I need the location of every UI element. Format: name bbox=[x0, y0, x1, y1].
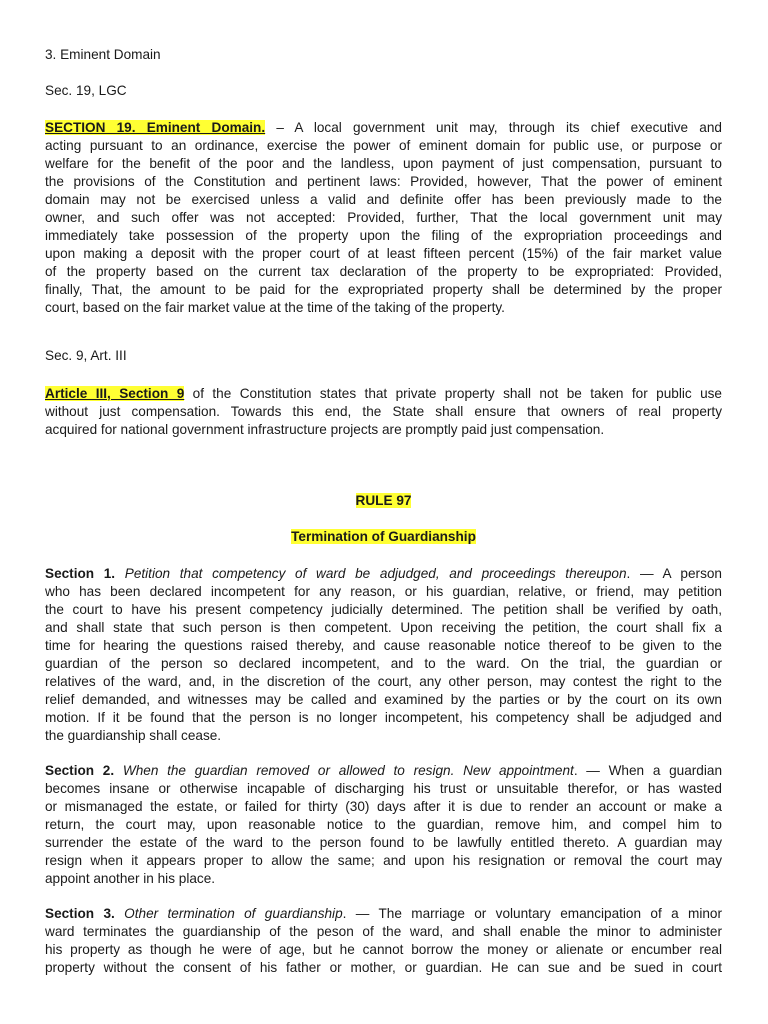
section-3-title: Other termination of guardianship bbox=[124, 906, 343, 921]
section-19-paragraph bbox=[45, 119, 722, 317]
section-1-label: Section 1. bbox=[45, 566, 116, 581]
reference-lgc: Sec. 19, LGC bbox=[45, 83, 127, 98]
paragraph-line: the provisions of the Constitution and pertinent laws: Provided, however, That the power of eminent bbox=[45, 174, 722, 189]
paragraph-line: without just compensation. Towards this end, the State shall ensure that owners of real property bbox=[45, 404, 722, 419]
paragraph-line: property without the consent of his father or mother, or guardian. He can sue and be sued in court bbox=[45, 960, 722, 975]
article-3-paragraph bbox=[45, 385, 722, 439]
paragraph-line: Section 2. When the guardian removed or allowed to resign. New appointment. — When a guardian bbox=[45, 763, 722, 778]
paragraph-line: his property as though he were of age, but he cannot borrow the money or alienate or encumber real bbox=[45, 942, 722, 957]
paragraph-line: time for hearing the questions raised thereby, and cause reasonable notice thereof to be given to the bbox=[45, 638, 722, 653]
heading-eminent-domain: 3. Eminent Domain bbox=[45, 47, 161, 62]
paragraph-line: guardian of the person so declared incompetent, and to the ward. On the trial, the guardian or bbox=[45, 656, 722, 671]
paragraph-line: Article III, Section 9 of the Constitution states that private property shall not be taken for public use bbox=[45, 386, 722, 401]
paragraph-line: relief demanded, and witnesses may be called and examined by the parties or by the court on its own bbox=[45, 692, 722, 707]
section-1-paragraph bbox=[45, 565, 722, 745]
paragraph-line: who has been declared incompetent for any reason, or his guardian, relative, or friend, may petition bbox=[45, 584, 722, 599]
paragraph-line: court, based on the fair market value at the time of the taking of the property. bbox=[45, 300, 505, 315]
paragraph-line: Section 3. Other termination of guardianship. — The marriage or voluntary emancipation of a minor bbox=[45, 906, 722, 921]
section-1-title: Petition that competency of ward be adjudged, and proceedings thereupon bbox=[124, 566, 627, 581]
rule-title: RULE 97 bbox=[355, 493, 412, 508]
paragraph-line: resign when it appears proper to allow the same; and upon his resignation or removal the court may bbox=[45, 853, 722, 868]
paragraph-line: immediately take possession of the property upon the filing of the expropriation proceedings and bbox=[45, 228, 722, 243]
paragraph-line: surrender the estate of the ward to the person found to be lawfully entitled thereto. A guardian may bbox=[45, 835, 722, 850]
section-2-label: Section 2. bbox=[45, 763, 115, 778]
paragraph-line: the court to have his present competency judicially determined. The petition shall be verified by oath, bbox=[45, 602, 722, 617]
paragraph-line: or mismanaged the estate, or failed for thirty (30) days after it is due to render an account or make a bbox=[45, 799, 722, 814]
paragraph-line: upon making a deposit with the proper court of at least fifteen percent (15%) of the fair market value bbox=[45, 246, 722, 261]
paragraph-line: finally, That, the amount to be paid for the expropriated property shall be determined by the proper bbox=[45, 282, 722, 297]
paragraph-line: relatives of the ward, and, in the discretion of the court, any other person, may contest the right to the bbox=[45, 674, 722, 689]
paragraph-line: and shall state that such person is then competent. Upon receiving the petition, the court shall fix a bbox=[45, 620, 722, 635]
rule-subtitle: Termination of Guardianship bbox=[291, 529, 476, 544]
paragraph-line: ward terminates the guardianship of the peson of the ward, and shall enable the minor to administer bbox=[45, 924, 722, 939]
article-3-label: Article III, Section 9 bbox=[45, 386, 185, 401]
paragraph-line: appoint another in his place. bbox=[45, 871, 216, 886]
paragraph-line: SECTION 19. Eminent Domain. – A local government unit may, through its chief executive and bbox=[45, 120, 722, 135]
section-2-title: When the guardian removed or allowed to resign. New appointment bbox=[122, 763, 574, 778]
paragraph-line: owner, and such offer was not accepted: Provided, further, That the local government unit may bbox=[45, 210, 722, 225]
section-2-paragraph bbox=[45, 762, 722, 888]
paragraph-line: becomes insane or otherwise incapable of discharging his trust or unsuitable therefor, or has wasted bbox=[45, 781, 722, 796]
reference-art-3: Sec. 9, Art. III bbox=[45, 348, 127, 363]
paragraph-line: welfare for the benefit of the poor and the landless, upon payment of just compensation, pursuant to bbox=[45, 156, 722, 171]
paragraph-line: motion. If it be found that the person is no longer incompetent, his competency shall be adjudged and bbox=[45, 710, 722, 725]
paragraph-line: acquired for national government infrastructure projects are promptly paid just compensation. bbox=[45, 422, 605, 437]
paragraph-line: acting pursuant to an ordinance, exercise the power of eminent domain for public use, or purpose or bbox=[45, 138, 722, 153]
section-19-label: SECTION 19. Eminent Domain. bbox=[45, 120, 266, 135]
paragraph-line: return, the court may, upon reasonable notice to the guardian, remove him, and compel him to bbox=[45, 817, 722, 832]
paragraph-line: the guardianship shall cease. bbox=[45, 728, 222, 743]
paragraph-line: domain may not be exercised unless a valid and definite offer has been previously made to the bbox=[45, 192, 722, 207]
paragraph-line: of the property based on the current tax declaration of the property to be expropriated: Provided, bbox=[45, 264, 722, 279]
section-3-paragraph bbox=[45, 905, 722, 977]
paragraph-line: Section 1. Petition that competency of ward be adjudged, and proceedings thereupon. — A person bbox=[45, 566, 722, 581]
section-3-label: Section 3. bbox=[45, 906, 115, 921]
